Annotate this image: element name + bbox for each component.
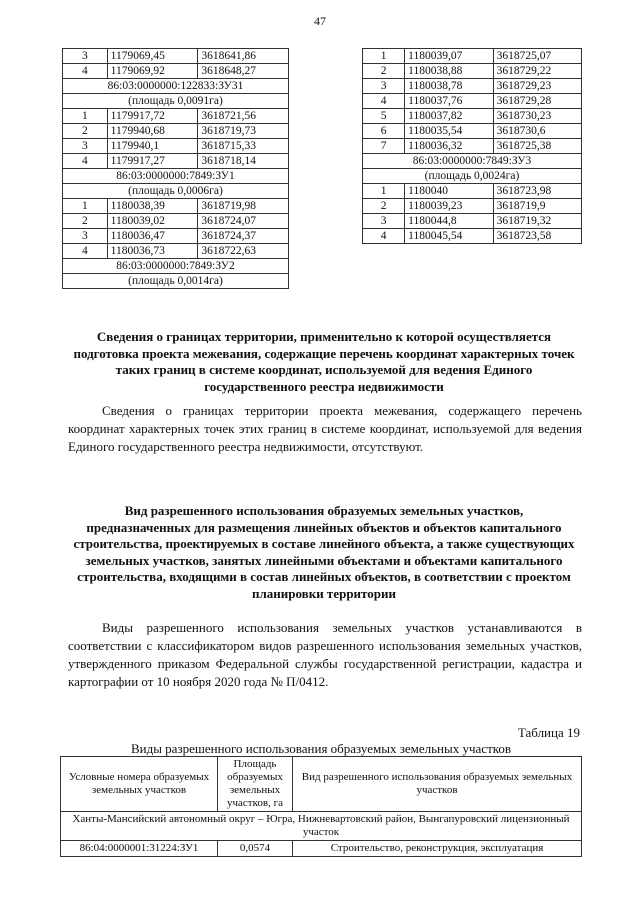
y-coordinate-cell: 3618719,98 <box>198 199 289 214</box>
y-coordinate-cell: 3618719,32 <box>493 214 581 229</box>
plot-number-cell: 86:04:0000001:31224:ЗУ1 <box>61 841 218 857</box>
point-number-cell: 5 <box>363 109 405 124</box>
parcel-header-row <box>63 169 289 184</box>
table-row <box>63 49 289 64</box>
x-coordinate-cell: 1180037,76 <box>405 94 493 109</box>
table-row <box>363 199 582 214</box>
y-coordinate-cell: 3618724,07 <box>198 214 289 229</box>
x-coordinate-cell: 1180036,47 <box>107 229 198 244</box>
y-coordinate-cell: 3618722,63 <box>198 244 289 259</box>
parcel-header-cell: 86:03:0000000:7849:ЗУ1 <box>63 169 289 184</box>
table-row <box>63 199 289 214</box>
section-heading-boundaries: Сведения о границах территории, применительно к которой осуществляется подготовка проекта межевания, содержащие перечень координат характерных точек таких границ в системе координат, используемой для ведения Единого государственного реестра недвижимости <box>73 329 575 394</box>
point-number-cell: 3 <box>63 49 108 64</box>
y-coordinate-cell: 3618715,33 <box>198 139 289 154</box>
table-row <box>63 124 289 139</box>
x-coordinate-cell: 1179940,1 <box>107 139 198 154</box>
point-number-cell: 2 <box>63 214 108 229</box>
point-number-cell: 6 <box>363 124 405 139</box>
permitted-use-table <box>60 756 582 857</box>
x-coordinate-cell: 1180039,07 <box>405 49 493 64</box>
point-number-cell: 4 <box>63 154 108 169</box>
table-row <box>61 841 582 857</box>
table-row <box>63 109 289 124</box>
y-coordinate-cell: 3618719,9 <box>493 199 581 214</box>
y-coordinate-cell: 3618730,23 <box>493 109 581 124</box>
parcel-header-cell: (площадь 0,0091га) <box>63 94 289 109</box>
point-number-cell: 7 <box>363 139 405 154</box>
table-row <box>63 244 289 259</box>
point-number-cell: 4 <box>363 94 405 109</box>
y-coordinate-cell: 3618729,23 <box>493 79 581 94</box>
x-coordinate-cell: 1179069,92 <box>107 64 198 79</box>
x-coordinate-cell: 1180035,54 <box>405 124 493 139</box>
area-cell: 0,0574 <box>218 841 293 857</box>
table-row <box>63 229 289 244</box>
point-number-cell: 2 <box>363 64 405 79</box>
table-region-row <box>61 812 582 841</box>
point-number-cell: 2 <box>363 199 405 214</box>
y-coordinate-cell: 3618721,56 <box>198 109 289 124</box>
y-coordinate-cell: 3618641,86 <box>198 49 289 64</box>
parcel-header-row <box>63 94 289 109</box>
header-plot-numbers: Условные номера образуемых земельных участков <box>61 757 218 812</box>
parcel-header-row <box>63 274 289 289</box>
x-coordinate-cell: 1179940,68 <box>107 124 198 139</box>
parcel-header-row <box>363 154 582 169</box>
y-coordinate-cell: 3618724,37 <box>198 229 289 244</box>
x-coordinate-cell: 1180039,23 <box>405 199 493 214</box>
table-row <box>63 154 289 169</box>
table-row <box>63 139 289 154</box>
y-coordinate-cell: 3618730,6 <box>493 124 581 139</box>
point-number-cell: 4 <box>63 64 108 79</box>
table-row <box>363 94 582 109</box>
point-number-cell: 3 <box>63 139 108 154</box>
parcel-header-cell: (площадь 0,0006га) <box>63 184 289 199</box>
header-area: Площадь образуемых земельных участков, га <box>218 757 293 812</box>
coordinates-table-left <box>62 48 289 289</box>
point-number-cell: 3 <box>63 229 108 244</box>
table-row <box>363 64 582 79</box>
table-row <box>363 184 582 199</box>
parcel-header-cell: (площадь 0,0024га) <box>363 169 582 184</box>
table-header-row <box>61 757 582 812</box>
paragraph-boundaries <box>68 402 582 456</box>
y-coordinate-cell: 3618723,58 <box>493 229 581 244</box>
section-heading-permitted-use: Вид разрешенного использования образуемых земельных участков, предназначенных для размещения линейных объектов и объектов капитального строительства, проектируемых в составе линейного объекта, а также существующих земельных участков, занятых линейными объектами и объектами капитального строительства, входящими в состав линейных объектов, в соответствии с проектом планировки территории <box>73 503 575 601</box>
y-coordinate-cell: 3618719,73 <box>198 124 289 139</box>
y-coordinate-cell: 3618725,38 <box>493 139 581 154</box>
table-label: Таблица 19 <box>517 725 580 740</box>
table-caption: Виды разрешенного использования образуемых земельных участков <box>130 741 512 756</box>
x-coordinate-cell: 1180044,8 <box>405 214 493 229</box>
paragraph-permitted-use-text: Виды разрешенного использования земельных участков устанавливаются в соответствии с классификатором видов разрешенного использования земельных участков, утвержденного приказом Федеральной службы государственной регистрации, кадастра и картографии от 10 ноября 2020 года № П/0412. <box>68 620 582 689</box>
parcel-header-cell: (площадь 0,0014га) <box>63 274 289 289</box>
x-coordinate-cell: 1180037,82 <box>405 109 493 124</box>
point-number-cell: 1 <box>63 199 108 214</box>
point-number-cell: 3 <box>363 214 405 229</box>
table-row <box>63 64 289 79</box>
x-coordinate-cell: 1180045,54 <box>405 229 493 244</box>
paragraph-permitted-use <box>68 619 582 691</box>
x-coordinate-cell: 1180036,73 <box>107 244 198 259</box>
permitted-use-cell: Строительство, реконструкция, эксплуатация <box>293 841 582 857</box>
parcel-header-row <box>63 79 289 94</box>
y-coordinate-cell: 3618648,27 <box>198 64 289 79</box>
x-coordinate-cell: 1180036,32 <box>405 139 493 154</box>
parcel-header-cell: 86:03:0000000:7849:ЗУ3 <box>363 154 582 169</box>
parcel-header-cell: 86:03:0000000:122833:ЗУ31 <box>63 79 289 94</box>
page-number: 47 <box>314 14 326 28</box>
x-coordinate-cell: 1179917,27 <box>107 154 198 169</box>
x-coordinate-cell: 1180038,78 <box>405 79 493 94</box>
y-coordinate-cell: 3618729,28 <box>493 94 581 109</box>
y-coordinate-cell: 3618725,07 <box>493 49 581 64</box>
parcel-header-row <box>63 184 289 199</box>
point-number-cell: 1 <box>363 184 405 199</box>
x-coordinate-cell: 1180039,02 <box>107 214 198 229</box>
coordinates-table-right <box>362 48 582 244</box>
x-coordinate-cell: 1180040 <box>405 184 493 199</box>
table-row <box>363 79 582 94</box>
y-coordinate-cell: 3618729,22 <box>493 64 581 79</box>
parcel-header-cell: 86:03:0000000:7849:ЗУ2 <box>63 259 289 274</box>
x-coordinate-cell: 1179069,45 <box>107 49 198 64</box>
table-row <box>363 139 582 154</box>
table-row <box>363 109 582 124</box>
parcel-header-row <box>63 259 289 274</box>
y-coordinate-cell: 3618718,14 <box>198 154 289 169</box>
point-number-cell: 4 <box>363 229 405 244</box>
table-row <box>363 229 582 244</box>
paragraph-boundaries-text: Сведения о границах территории проекта межевания, содержащего перечень координат характерных точек этих границ в системе координат, используемой для ведения Единого государственного реестра недвижимости, отсутствуют. <box>68 403 582 454</box>
x-coordinate-cell: 1180038,39 <box>107 199 198 214</box>
x-coordinate-cell: 1179917,72 <box>107 109 198 124</box>
table-row <box>363 49 582 64</box>
point-number-cell: 1 <box>363 49 405 64</box>
parcel-header-row <box>363 169 582 184</box>
table-row <box>63 214 289 229</box>
point-number-cell: 4 <box>63 244 108 259</box>
y-coordinate-cell: 3618723,98 <box>493 184 581 199</box>
header-permitted-use: Вид разрешенного использования образуемых земельных участков <box>293 757 582 812</box>
table-row <box>363 214 582 229</box>
point-number-cell: 1 <box>63 109 108 124</box>
region-cell: Ханты-Мансийский автономный округ – Югра, Нижневартовский район, Вынгапуровский лицензионный участок <box>61 812 582 841</box>
point-number-cell: 3 <box>363 79 405 94</box>
x-coordinate-cell: 1180038,88 <box>405 64 493 79</box>
table-row <box>363 124 582 139</box>
point-number-cell: 2 <box>63 124 108 139</box>
